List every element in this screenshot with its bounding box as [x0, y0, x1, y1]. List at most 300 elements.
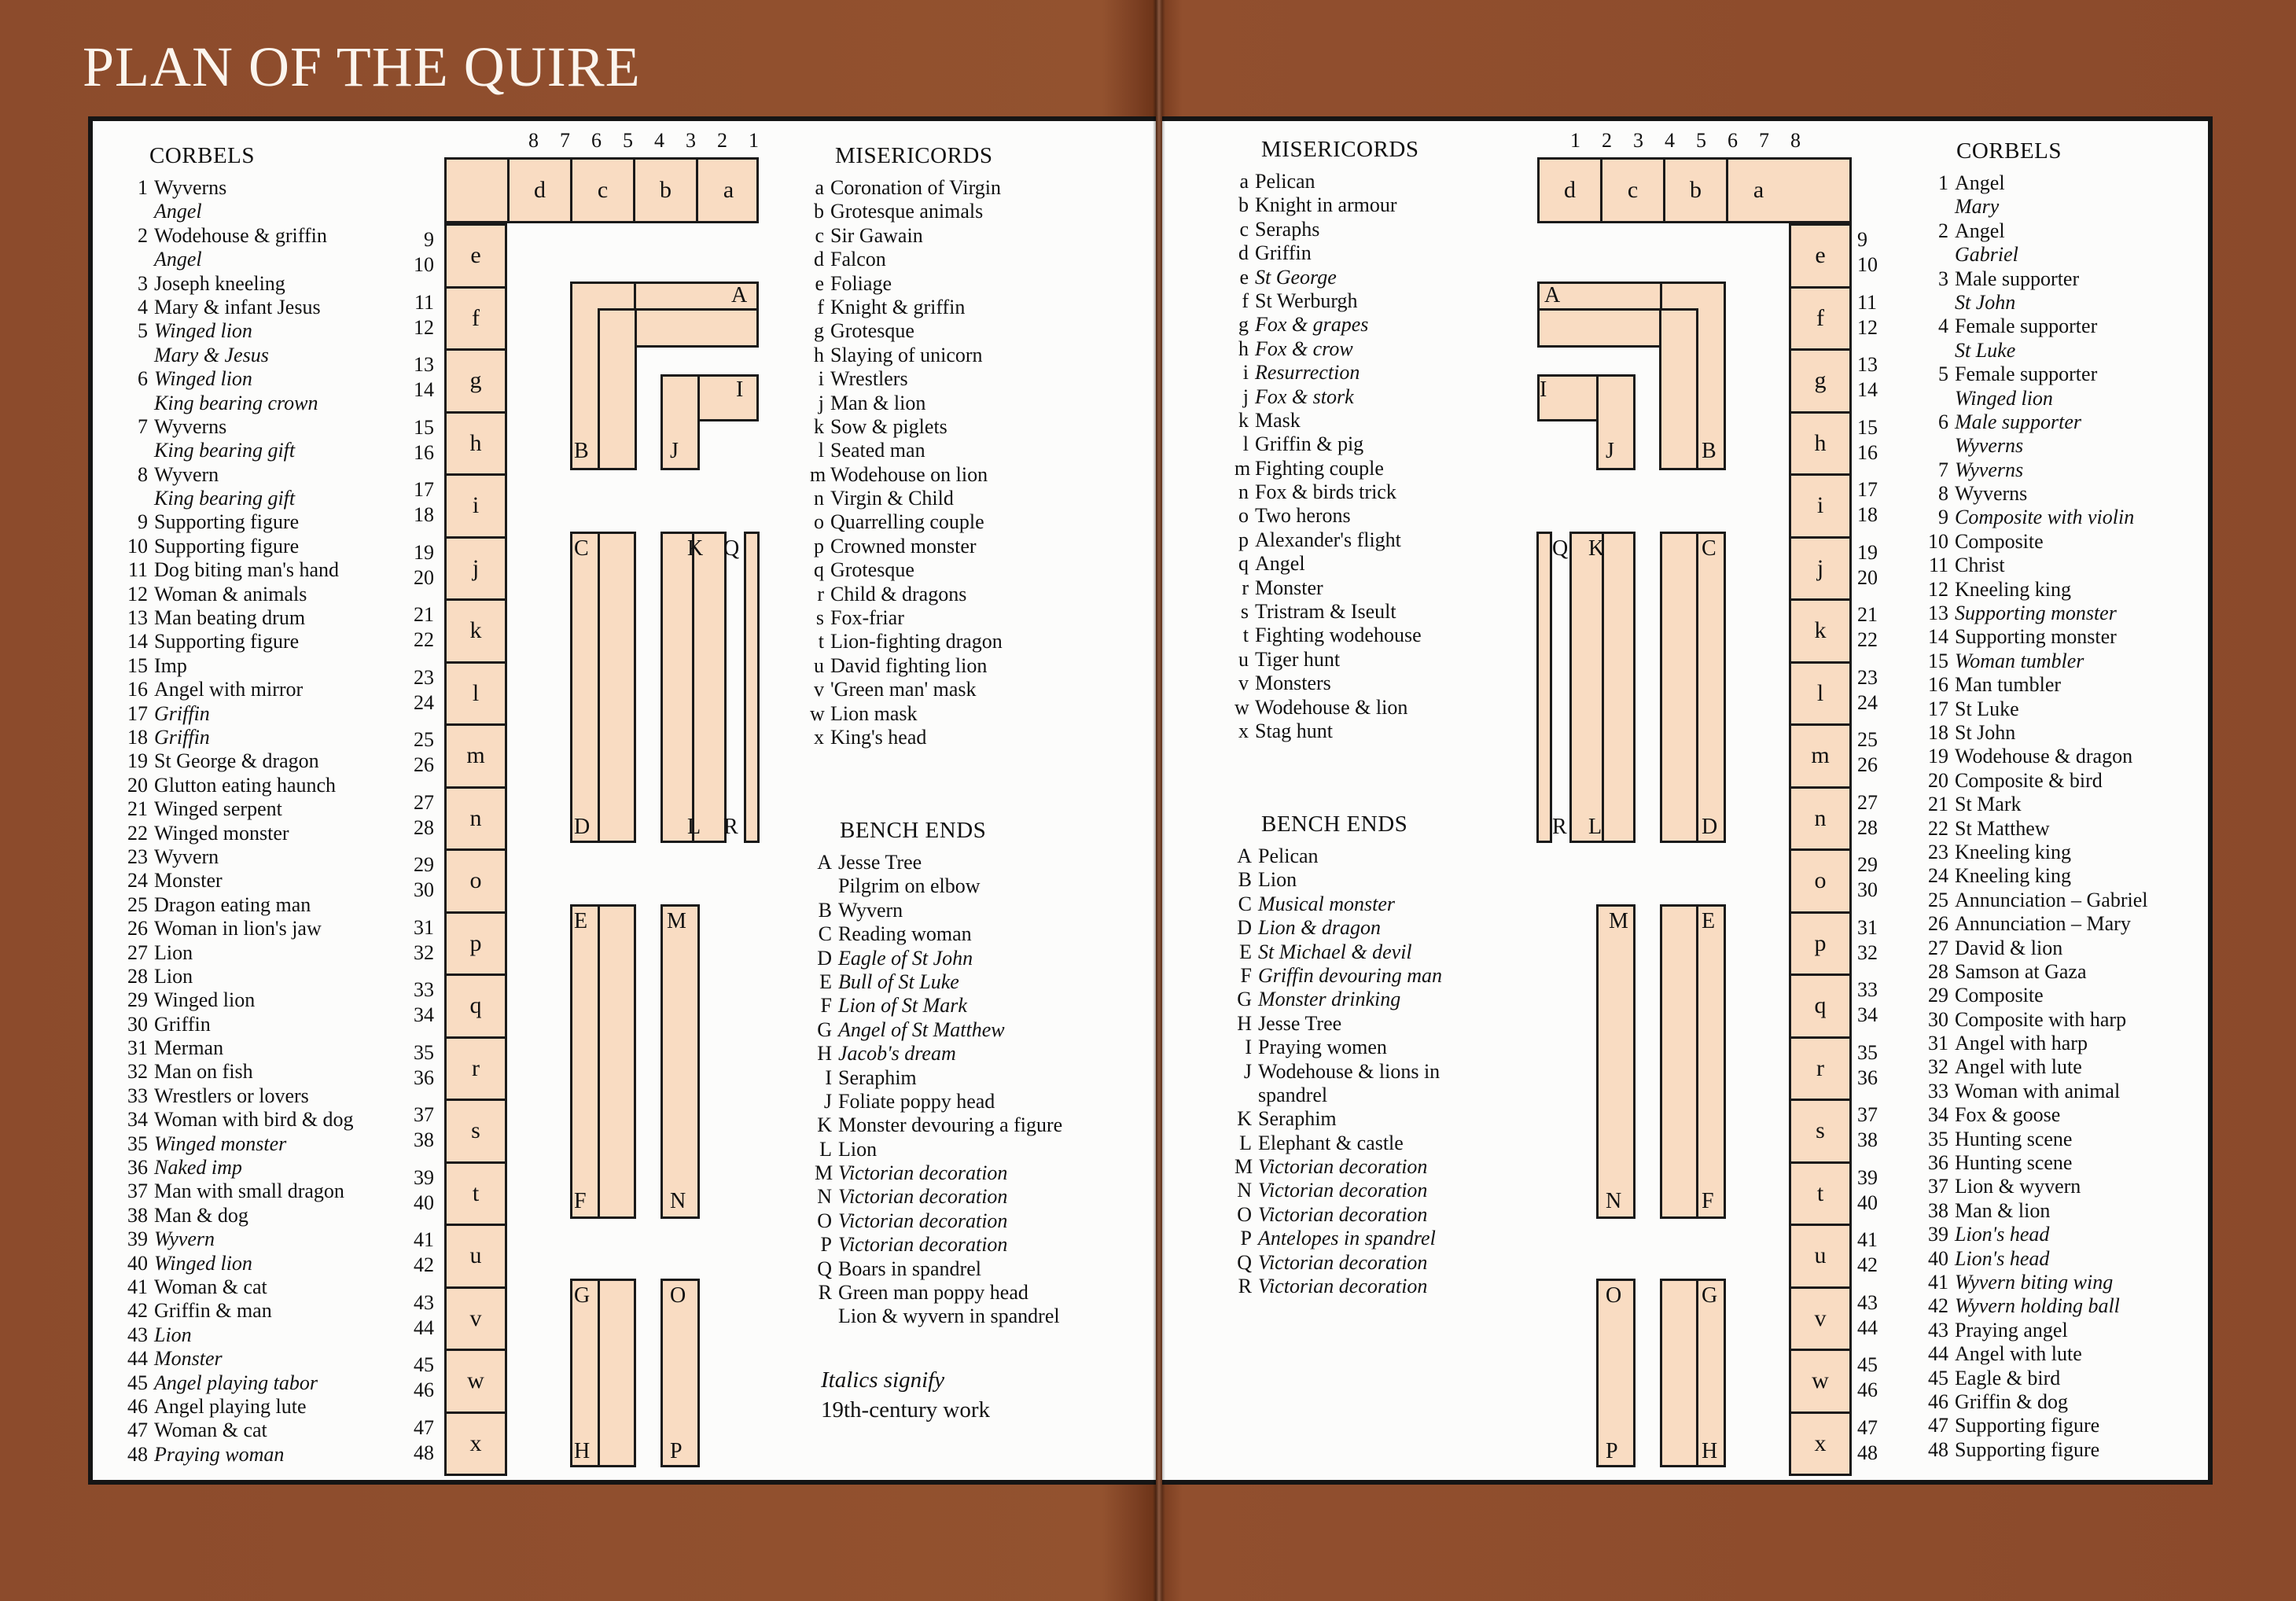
list-item: [1234, 1155, 1442, 1179]
column-number: 6: [591, 129, 602, 152]
item-text: Angel: [1955, 171, 2005, 194]
stall-number: 46: [1857, 1378, 1878, 1401]
list-item: [1919, 912, 2148, 936]
list-item: [118, 1395, 354, 1419]
item-text: David & lion: [1955, 936, 2063, 959]
item-subline: Mary & Jesus: [154, 343, 269, 366]
item-text: St John: [1955, 720, 2016, 744]
list-item: [810, 487, 1003, 510]
item-text: Angel: [1255, 552, 1305, 576]
item-text: Sir Gawain: [830, 223, 923, 247]
list-item: [815, 1138, 1062, 1161]
stall-number: 25: [414, 728, 434, 751]
list-item: [815, 899, 1062, 922]
item-key: P: [820, 1233, 832, 1257]
column-number: 6: [1728, 129, 1738, 152]
list-item: [118, 845, 354, 869]
item-text: King's head: [830, 725, 927, 749]
misericord-stall: x: [444, 1411, 507, 1477]
list-item: [1919, 1294, 2148, 1318]
list-item: [815, 1281, 1062, 1305]
item-key: b: [814, 200, 824, 223]
item-key: 45: [127, 1371, 148, 1394]
item-text: Female supporter: [1955, 363, 2098, 386]
bench-end-label: M: [1609, 909, 1628, 933]
item-text: Glutton eating haunch: [154, 773, 337, 797]
item-text: Grotesque animals: [830, 200, 984, 223]
item-text: Naked imp: [154, 1156, 242, 1180]
stall-number: 18: [414, 503, 434, 526]
item-text: Monster devouring a figure: [838, 1113, 1063, 1137]
item-key: 44: [127, 1347, 148, 1371]
list-item: [118, 726, 354, 749]
list-item: [1919, 889, 2148, 912]
item-text: Quarrelling couple: [830, 510, 984, 534]
item-key: e: [1239, 265, 1249, 289]
item-key: A: [1237, 845, 1252, 867]
list-item: [1234, 696, 1422, 720]
item-key: 47: [1928, 1414, 1948, 1437]
item-key: 34: [1928, 1103, 1948, 1127]
item-key: 42: [1928, 1294, 1948, 1318]
bench-end-label: G: [574, 1283, 591, 1308]
list-item: [810, 630, 1003, 653]
item-text: Monster: [154, 1347, 223, 1371]
item-key: 5: [1938, 363, 1948, 386]
stall-number: 36: [1857, 1065, 1878, 1089]
item-key: 45: [1928, 1366, 1948, 1389]
item-key: l: [1242, 432, 1249, 456]
item-text: Hunting scene: [1955, 1151, 2073, 1175]
stall-number: 47: [414, 1415, 434, 1439]
bench-end-label: O: [1606, 1283, 1622, 1308]
item-key: 35: [127, 1132, 148, 1155]
list-item: [1919, 1008, 2148, 1032]
item-key: 8: [138, 462, 148, 486]
item-text: David fighting lion: [830, 653, 988, 677]
item-text: Angel playing tabor: [154, 1371, 318, 1394]
item-key: f: [817, 295, 824, 318]
list-item: [118, 965, 354, 988]
list-item: [1234, 1132, 1442, 1155]
list-item: [1234, 1251, 1442, 1275]
list-item: [118, 988, 354, 1012]
list-item: [1234, 218, 1422, 241]
list-item: [1234, 600, 1422, 624]
item-text: Victorian decoration: [838, 1233, 1008, 1257]
misericord-stall: q: [1789, 973, 1852, 1039]
bench-shape: [692, 532, 727, 843]
stall-number: 17: [414, 478, 434, 501]
item-key: 38: [1928, 1198, 1948, 1222]
stall-number: 19: [414, 540, 434, 564]
item-key: a: [1239, 170, 1249, 193]
stall-number: 9: [1857, 228, 1867, 251]
list-item: [118, 1084, 354, 1108]
stall-number: 17: [1857, 478, 1878, 501]
list-item: [810, 224, 1003, 248]
item-key: s: [815, 606, 824, 630]
stall-number: 14: [1857, 378, 1878, 401]
item-text: Monsters: [1255, 672, 1331, 695]
stall-number: 42: [414, 1253, 434, 1276]
stall-number: 35: [414, 1040, 434, 1064]
list-item: [118, 1108, 354, 1132]
list-item: [810, 344, 1003, 367]
list-item: [118, 1275, 354, 1299]
misericord-stall: i: [1789, 473, 1852, 539]
item-text: Jesse Tree: [1258, 1011, 1342, 1035]
bench-shape: [598, 308, 637, 470]
item-key: p: [1238, 528, 1249, 551]
bench-shape: [598, 1279, 636, 1467]
list-item: [1234, 432, 1422, 456]
item-text: Grotesque: [830, 319, 914, 343]
list-item: [118, 1323, 354, 1347]
item-key: 10: [1928, 529, 1948, 553]
item-key: d: [1238, 241, 1249, 265]
item-key: 46: [127, 1394, 148, 1418]
item-key: a: [815, 176, 824, 199]
misericord-stall: d: [507, 157, 570, 223]
misericord-stall: s: [1789, 1099, 1852, 1164]
item-key: 48: [1928, 1437, 1948, 1461]
misericord-stall: p: [444, 911, 507, 977]
bench-end-label: M: [667, 909, 686, 933]
stall-number: 33: [1857, 978, 1878, 1001]
column-number: 8: [1790, 129, 1801, 152]
stall-number: 11: [414, 290, 434, 314]
misericord-stall: v: [1789, 1286, 1852, 1352]
item-text: Victorian decoration: [838, 1209, 1008, 1232]
item-text: Composite: [1955, 529, 2044, 553]
item-key: c: [815, 223, 824, 247]
bench-end-label: G: [1702, 1283, 1718, 1308]
item-key: R: [1238, 1275, 1252, 1298]
item-text: Seraphim: [838, 1065, 917, 1089]
item-text: Winged monster: [154, 821, 289, 845]
item-text: Reading woman: [838, 922, 972, 946]
item-text: Griffin & pig: [1255, 432, 1364, 456]
item-text: Fox & goose: [1955, 1103, 2061, 1127]
list-item: [1919, 482, 2148, 506]
item-text: Elephant & castle: [1258, 1131, 1404, 1154]
misericord-stall: t: [1789, 1161, 1852, 1227]
list-item: [810, 606, 1003, 630]
stall-number: 43: [414, 1290, 434, 1314]
item-key: 19: [127, 749, 148, 773]
stall-number: 40: [1857, 1191, 1878, 1214]
item-key: 6: [138, 367, 148, 391]
item-text: Lion & dragon: [1258, 916, 1382, 940]
item-subline: Lion & wyvern in spandrel: [838, 1305, 1060, 1328]
misericord-stall: w: [444, 1349, 507, 1414]
bench-end-label: H: [574, 1439, 591, 1463]
list-item: [118, 510, 354, 534]
right-misericords-list: [1234, 170, 1422, 743]
item-key: 31: [127, 1036, 148, 1060]
column-number: 5: [1696, 129, 1706, 152]
misericord-stall: g: [1789, 348, 1852, 414]
item-key: 39: [127, 1227, 148, 1251]
bench-shape: [598, 904, 636, 1219]
bench-end-label: I: [1540, 377, 1547, 402]
item-key: B: [1238, 868, 1252, 892]
list-item: [1919, 1128, 2148, 1151]
item-key: C: [1238, 892, 1252, 915]
list-item: [118, 917, 354, 940]
item-text: Dog biting man's hand: [154, 558, 340, 582]
item-key: L: [819, 1137, 832, 1161]
item-key: 34: [127, 1108, 148, 1132]
item-key: k: [814, 414, 824, 438]
list-item: [1234, 988, 1442, 1011]
item-key: N: [817, 1185, 832, 1209]
item-key: 23: [127, 845, 148, 868]
list-item: [1234, 1060, 1442, 1084]
item-text: Woman in lion's jaw: [154, 917, 322, 940]
item-text: Lion: [154, 1323, 192, 1346]
item-text: Man & lion: [1955, 1198, 2051, 1222]
list-item: [1234, 241, 1422, 265]
list-item: [1234, 361, 1422, 385]
item-text: Joseph kneeling: [154, 271, 285, 295]
item-key: 43: [127, 1323, 148, 1346]
list-item: [118, 176, 354, 200]
item-text: Woman & animals: [154, 582, 307, 605]
item-text: St George: [1255, 265, 1337, 289]
bench-end-label: K: [1588, 536, 1605, 561]
list-item: [118, 415, 354, 439]
column-number: 5: [623, 129, 633, 152]
item-key: M: [815, 1161, 833, 1185]
item-subline: Gabriel: [1955, 243, 2018, 267]
page-title: PLAN OF THE QUIRE: [83, 35, 641, 98]
item-text: Wyvern: [838, 898, 903, 922]
item-text: Wyvern: [154, 462, 219, 486]
list-item: [118, 797, 354, 821]
stall-number: 32: [414, 940, 434, 964]
list-item: [118, 1036, 354, 1060]
item-key: 36: [127, 1156, 148, 1180]
item-text: Pelican: [1255, 170, 1315, 193]
stall-number: 36: [414, 1065, 434, 1089]
column-number: 4: [654, 129, 664, 152]
list-item: [810, 296, 1003, 319]
list-item: [1919, 650, 2148, 673]
item-text: Lion mask: [830, 701, 918, 725]
bench-end-label: I: [736, 377, 744, 402]
item-key: m: [1234, 456, 1251, 480]
misericord-stall: i: [444, 473, 507, 539]
item-text: Victorian decoration: [1258, 1250, 1428, 1274]
left-bench-list: [815, 851, 1062, 1329]
item-text: Wyvern: [154, 845, 219, 868]
list-item: [810, 510, 1003, 534]
item-key: F: [820, 994, 832, 1018]
misericord-stall: c: [1600, 157, 1663, 223]
item-text: Griffin devouring man: [1258, 963, 1442, 987]
item-key: 36: [1928, 1151, 1948, 1175]
list-item: [1919, 841, 2148, 864]
list-item: [810, 272, 1003, 296]
misericord-stall: l: [1789, 661, 1852, 727]
stall-number: 48: [414, 1441, 434, 1464]
stall-number: 34: [414, 1003, 434, 1026]
item-text: Winged lion: [154, 319, 252, 343]
item-text: Woman tumbler: [1955, 649, 2084, 672]
item-text: Musical monster: [1258, 892, 1396, 915]
item-key: d: [814, 248, 824, 271]
stall-number: 15: [1857, 415, 1878, 439]
italics-note-line2: 19th-century work: [821, 1397, 991, 1422]
misericord-stall: h: [444, 411, 507, 477]
stall-number: 44: [1857, 1316, 1878, 1339]
list-item: [1919, 171, 2148, 195]
list-item: [810, 583, 1003, 606]
list-item: [1919, 1319, 2148, 1342]
item-subline: Winged lion: [1955, 386, 2053, 410]
bench-end-label: C: [574, 536, 589, 561]
bench-end-label: N: [1606, 1189, 1622, 1213]
list-item: [1234, 868, 1442, 892]
list-item: [1919, 315, 2148, 338]
list-item: [118, 749, 354, 773]
item-text: Fighting couple: [1255, 456, 1384, 480]
item-key: 26: [1928, 912, 1948, 936]
item-key: J: [1243, 1059, 1252, 1083]
item-key: k: [1238, 408, 1249, 432]
list-item: [118, 1443, 354, 1467]
item-key: 20: [1928, 768, 1948, 792]
stall-number: 31: [1857, 915, 1878, 939]
item-text: Griffin: [154, 1012, 211, 1036]
stall-number: 48: [1857, 1441, 1878, 1464]
misericord-stall: e: [444, 223, 507, 289]
misericord-stall: n: [444, 786, 507, 852]
bench-end-label: Q: [723, 536, 740, 561]
misericord-stall: h: [1789, 411, 1852, 477]
item-text: Man tumbler: [1955, 673, 2062, 697]
item-key: 28: [127, 964, 148, 988]
item-key: n: [1238, 480, 1249, 504]
item-key: 37: [127, 1180, 148, 1203]
item-key: D: [817, 946, 832, 970]
item-key: 3: [1938, 267, 1948, 290]
item-key: 28: [1928, 959, 1948, 983]
stall-number: 12: [414, 315, 434, 339]
item-text: Angel with lute: [1955, 1055, 2082, 1079]
item-text: Two herons: [1255, 504, 1351, 528]
item-text: Supporting figure: [1955, 1437, 2100, 1461]
misericord-stall: m: [444, 723, 507, 789]
stall-number: 42: [1857, 1253, 1878, 1276]
left-bench-heading: BENCH ENDS: [840, 818, 987, 843]
stall-number: 29: [1857, 853, 1878, 876]
list-item: [118, 893, 354, 917]
item-key: 40: [1928, 1246, 1948, 1270]
item-text: Foliage: [830, 271, 892, 295]
list-item: [1234, 480, 1422, 504]
item-key: u: [1238, 647, 1249, 671]
italics-note: [821, 1365, 990, 1425]
bench-end-label: O: [670, 1283, 686, 1308]
item-text: Supporting figure: [154, 534, 300, 558]
list-item: [1919, 1103, 2148, 1127]
item-text: Winged monster: [154, 1132, 287, 1155]
item-key: 6: [1938, 410, 1948, 433]
item-key: H: [817, 1042, 832, 1065]
item-key: 37: [1928, 1175, 1948, 1198]
list-item: [1919, 530, 2148, 554]
item-text: Lion-fighting dragon: [830, 630, 1003, 653]
list-item: [1919, 410, 2148, 434]
item-key: b: [1238, 193, 1249, 217]
item-key: 32: [1928, 1055, 1948, 1079]
item-subline: King bearing gift: [154, 487, 296, 510]
list-item: [815, 851, 1062, 874]
list-item: [810, 439, 1003, 462]
item-key: 11: [127, 558, 148, 582]
item-text: Dragon eating man: [154, 893, 311, 916]
item-key: 41: [1928, 1270, 1948, 1294]
item-key: w: [810, 701, 825, 725]
list-item: [1919, 602, 2148, 625]
item-text: Lion: [154, 940, 193, 964]
list-item: [1919, 554, 2148, 577]
item-text: Woman & cat: [154, 1275, 267, 1298]
item-key: M: [1234, 1155, 1253, 1179]
item-text: Mary & infant Jesus: [154, 295, 321, 318]
item-text: Eagle of St John: [838, 946, 973, 970]
item-key: 18: [127, 725, 148, 749]
item-key: O: [1237, 1202, 1252, 1226]
list-item: [1234, 720, 1422, 743]
item-subline: Mary: [1955, 195, 2000, 219]
item-text: Knight in armour: [1255, 193, 1397, 217]
list-item: [118, 1419, 354, 1442]
list-item: [118, 654, 354, 678]
list-item: [815, 994, 1062, 1018]
item-key: 15: [127, 653, 148, 677]
list-item: [1234, 337, 1422, 361]
item-subline: Pilgrim on elbow: [838, 874, 981, 898]
item-text: Praying woman: [154, 1442, 285, 1466]
item-key: E: [819, 970, 832, 993]
item-text: Griffin & man: [154, 1299, 272, 1323]
list-item: [810, 415, 1003, 439]
misericord-stall: m: [1789, 723, 1852, 789]
list-item: [1919, 1390, 2148, 1414]
item-text: Wrestlers: [830, 367, 908, 391]
list-item: [1234, 504, 1422, 528]
bench-end-label: Q: [1552, 536, 1569, 561]
item-key: 40: [127, 1251, 148, 1275]
item-subline: spandrel: [1258, 1083, 1328, 1106]
list-item: [1234, 266, 1422, 289]
bench-end-label: E: [1702, 909, 1716, 933]
bench-shape: [1596, 904, 1636, 1219]
item-key: 32: [127, 1060, 148, 1084]
item-key: 27: [1928, 936, 1948, 959]
item-key: 14: [1928, 625, 1948, 649]
item-text: Victorian decoration: [1258, 1202, 1428, 1226]
item-key: 9: [138, 510, 148, 534]
list-item: [1234, 576, 1422, 600]
item-key: r: [817, 582, 824, 605]
stall-number: 45: [1857, 1353, 1878, 1376]
item-text: Hunting scene: [1955, 1127, 2073, 1150]
